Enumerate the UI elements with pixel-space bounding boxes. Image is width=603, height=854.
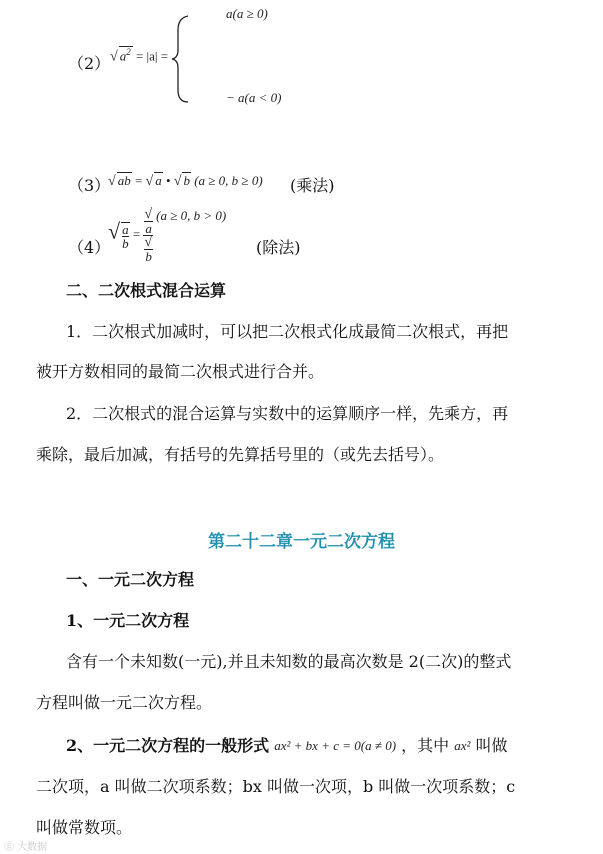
subsection-1-heading: 1、一元二次方程: [66, 611, 190, 630]
general-form-line: [66, 736, 508, 756]
formula-4-expr: √ $\frac{a}{b}$ = √ a √ b (a ≥ 0, b > 0): [108, 207, 227, 264]
section2-p1-line2: 被开方数相同的最简二次根式进行合并。: [36, 362, 325, 381]
chapter-title: 第二十二章一元二次方程: [208, 532, 395, 552]
formula-4-label: （4）: [68, 238, 111, 257]
definition-line1: 含有一个未知数(一元),并且未知数的最高次数是 2(二次)的整式: [66, 652, 512, 671]
formula-3-note: (乘法): [290, 176, 335, 195]
terms-line: 二次项，a 叫做二次项系数；bx 叫做一次项，b 叫做一次项系数；c: [36, 777, 516, 796]
general-form-mid: ，其中: [401, 736, 450, 755]
formula-2-lhs: √ $a^2 = |a|$ =: [110, 47, 169, 65]
terms-line2: 叫做常数项。: [36, 818, 133, 837]
definition-line2: 方程叫做一元二次方程。: [36, 693, 213, 712]
case-negative: − a(a < 0): [226, 90, 282, 105]
cases-brace: [170, 14, 192, 104]
formula-3-expr: √ ab = √ a • √ b (a ≥ 0, b ≥ 0): [108, 173, 263, 189]
section2-heading: 二、二次根式混合运算: [66, 281, 227, 300]
section1-heading: 一、一元二次方程: [66, 570, 195, 589]
case-positive: a(a ≥ 0): [226, 6, 268, 21]
section2-p1-line1: 1．二次根式加减时，可以把二次根式化成最简二次根式，再把: [66, 322, 509, 341]
general-form-formula: ax² + bx + c = 0(a ≠ 0): [274, 738, 397, 753]
ax2-term: ax²: [454, 738, 471, 753]
formula-4-note: (除法): [256, 238, 301, 257]
formula-3-label: （3）: [68, 176, 111, 195]
formula-2-label: （2）: [68, 54, 111, 73]
general-form-tail: 叫做: [475, 736, 508, 755]
watermark: ⓖ 大数据: [4, 842, 48, 853]
section2-p2-line1: 2．二次根式的混合运算与实数中的运算顺序一样，先乘方，再: [66, 404, 509, 423]
watermark-logo-icon: ⓖ: [4, 842, 14, 853]
section2-p2-line2: 乘除，最后加减，有括号的先算括号里的（或先去括号）。: [36, 445, 445, 464]
subsection-2-heading: 2、一元二次方程的一般形式: [66, 736, 270, 755]
